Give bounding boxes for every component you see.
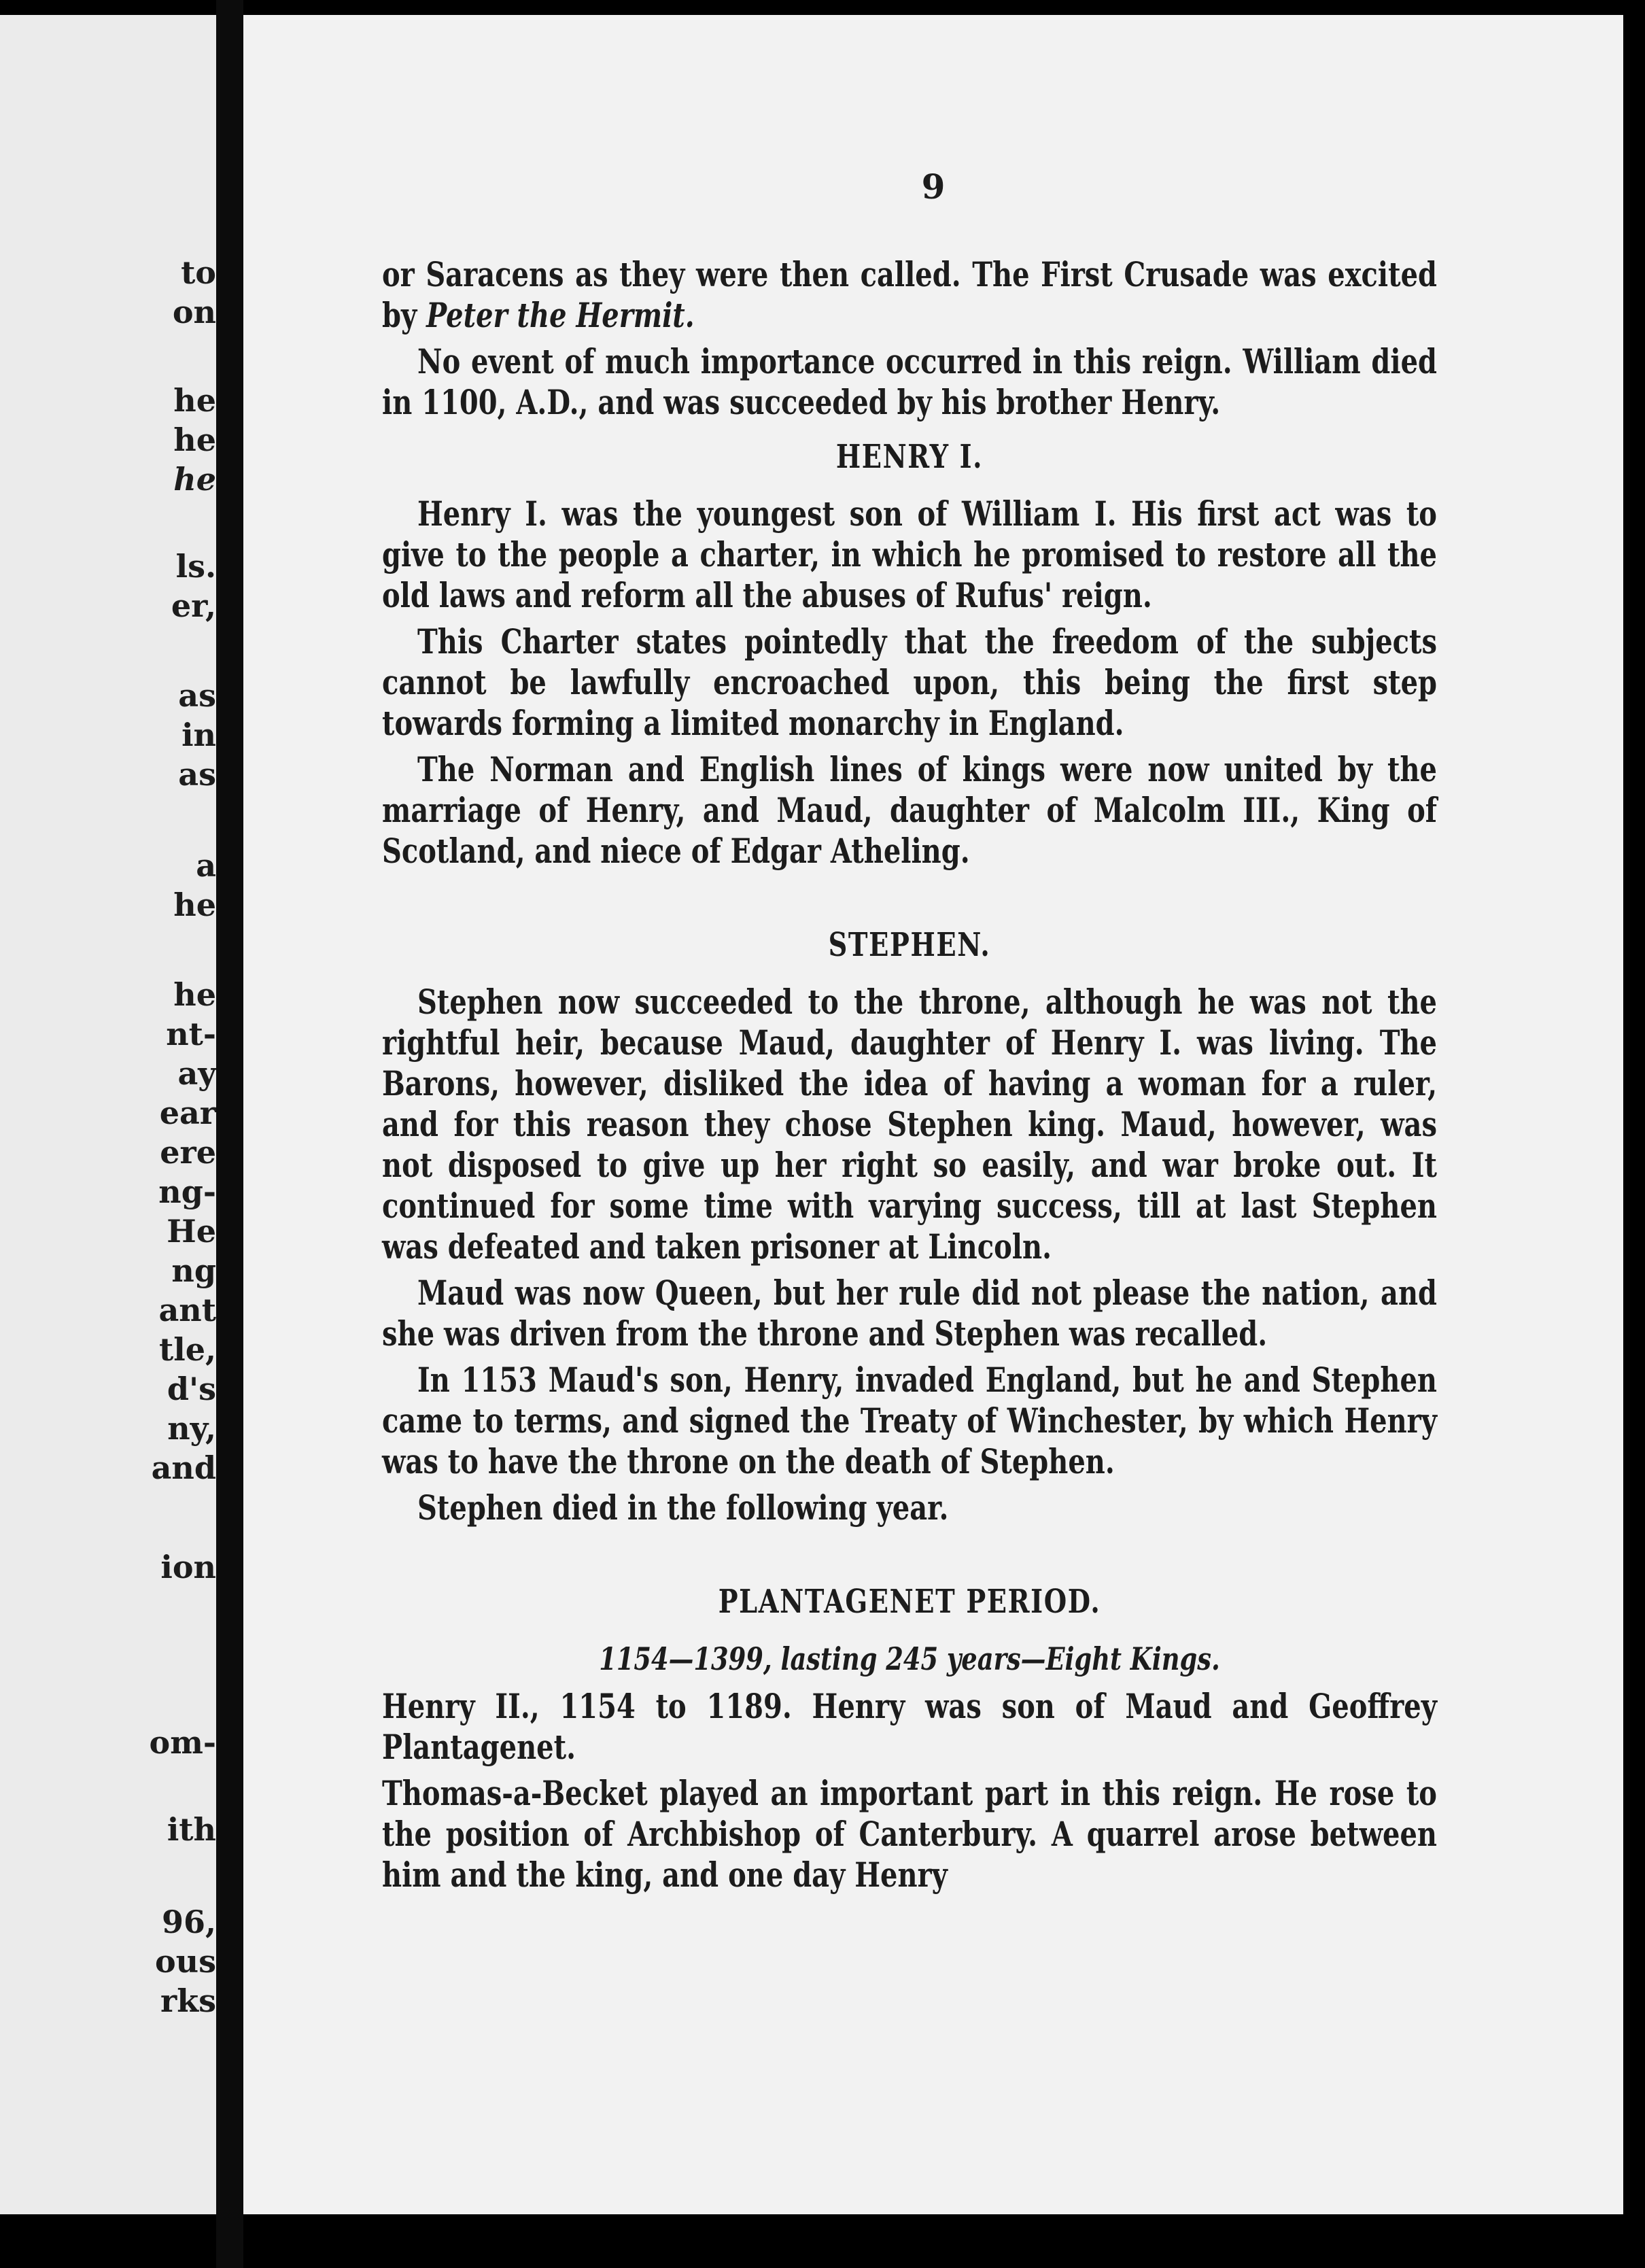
left-page-word-fragment: he bbox=[173, 461, 216, 498]
left-page-word-fragment: ny, bbox=[167, 1410, 216, 1447]
left-page-word-fragment: tle, bbox=[158, 1331, 216, 1368]
left-page-word-fragment: he bbox=[173, 887, 216, 923]
left-page-word-fragment: ith bbox=[167, 1811, 216, 1848]
right-page bbox=[243, 15, 1623, 2214]
heading-stephen: STEPHEN. bbox=[828, 926, 991, 964]
left-page-word-fragment: he bbox=[173, 422, 216, 458]
heading-plantagenet: PLANTAGENET PERIOD. bbox=[718, 1583, 1101, 1621]
left-page-word-fragment: a bbox=[196, 847, 216, 884]
left-page-word-fragment: er, bbox=[171, 587, 216, 624]
left-page-word-fragment: he bbox=[173, 976, 216, 1013]
left-page-word-fragment: ay bbox=[177, 1055, 216, 1092]
text-column bbox=[382, 254, 1437, 1901]
left-page-word-fragment: as bbox=[178, 756, 216, 793]
left-page-word-fragment: 96, bbox=[161, 1904, 216, 1940]
left-page-word-fragment: ant bbox=[158, 1292, 216, 1328]
paragraph-treaty-winchester: In 1153 Maud's son, Henry, invaded England, but he and Stephen came to terms, and signed the Treaty of Winchester, by which Henry was to have the throne on the death of Stephen. bbox=[382, 1360, 1437, 1481]
paragraph-henry-ii: Henry II., 1154 to 1189. Henry was son of Maud and Geoffrey Plantagenet. bbox=[382, 1686, 1437, 1767]
page-number: 9 bbox=[921, 167, 946, 207]
subheading-plantagenet-dates: 1154—1399, lasting 245 years—Eight Kings. bbox=[599, 1640, 1220, 1677]
left-page-word-fragment: d's bbox=[167, 1371, 216, 1407]
paragraph-charter-freedom: This Charter states pointedly that the freedom of the subjects cannot be lawfully encroached upon, this being the first step towards forming a limited monarchy in England. bbox=[382, 621, 1437, 743]
left-page-word-fragment: and bbox=[151, 1449, 216, 1486]
left-page-word-fragment: ere bbox=[160, 1134, 216, 1171]
left-page-word-fragment: rks bbox=[160, 1982, 216, 2019]
left-page-word-fragment: nt- bbox=[166, 1016, 216, 1052]
left-page-word-fragment: to bbox=[181, 254, 216, 291]
book-gutter bbox=[216, 0, 243, 2268]
left-page-word-fragment: He bbox=[167, 1213, 216, 1250]
paragraph-becket: Thomas-a-Becket played an important part in this reign. He rose to the position of Archbishop of Canterbury. A quarrel arose between him and the king, and one day Henry bbox=[382, 1773, 1437, 1895]
left-page-word-fragment: he bbox=[173, 382, 216, 419]
paragraph-stephen-died: Stephen died in the following year. bbox=[417, 1488, 949, 1528]
left-page-word-fragment: on bbox=[172, 294, 216, 330]
paragraph-stephen-throne: Stephen now succeeded to the throne, although he was not the rightful heir, because Maud, daughter of Henry I. was living. The Barons, however, disliked the idea of having a woman for a ruler, and for this reason they chose Stephen king. Maud, however, was not disposed to give up her right so easily, and war broke out. It continued for some time with varying success, till at last Stephen was defeated and taken prisoner at Lincoln. bbox=[382, 982, 1437, 1267]
left-page-word-fragment: ng- bbox=[158, 1173, 216, 1210]
left-page-word-fragment: as bbox=[178, 677, 216, 714]
paragraph-henry-charter: Henry I. was the youngest son of William I. His first act was to give to the people a charter, in which he promised to restore all the old laws and reform all the abuses of Rufus' reign. bbox=[382, 494, 1437, 615]
paragraph-william-death: No event of much importance occurred in this reign. William died in 1100, A.D., and was succeeded by his brother Henry. bbox=[382, 341, 1437, 422]
paragraph-norman-english: The Norman and English lines of kings were now united by the marriage of Henry, and Maud, daughter of Malcolm III., King of Scotland, and niece of Edgar Atheling. bbox=[382, 749, 1437, 871]
left-page-fragment bbox=[0, 15, 216, 2214]
left-page-word-fragment: ion bbox=[160, 1549, 216, 1585]
heading-henry-i: HENRY I. bbox=[835, 438, 984, 476]
paragraph-maud-queen: Maud was now Queen, but her rule did not please the nation, and she was driven from the throne and Stephen was recalled. bbox=[382, 1273, 1437, 1354]
scan-border bbox=[1623, 0, 1645, 2268]
peter-the-hermit: Peter the Hermit. bbox=[426, 295, 695, 335]
left-page-word-fragment: ls. bbox=[175, 548, 216, 585]
left-page-word-fragment: ear bbox=[159, 1095, 216, 1131]
left-page-word-fragment: om- bbox=[149, 1724, 216, 1761]
left-page-word-fragment: ous bbox=[154, 1943, 216, 1980]
paragraph-crusade-text: or Saracens as they were then called. The First Crusade was excited by bbox=[382, 254, 1437, 335]
left-page-word-fragment: ng bbox=[171, 1252, 216, 1289]
paragraph-crusade bbox=[382, 254, 1437, 336]
left-page-word-fragment: in bbox=[181, 717, 216, 753]
